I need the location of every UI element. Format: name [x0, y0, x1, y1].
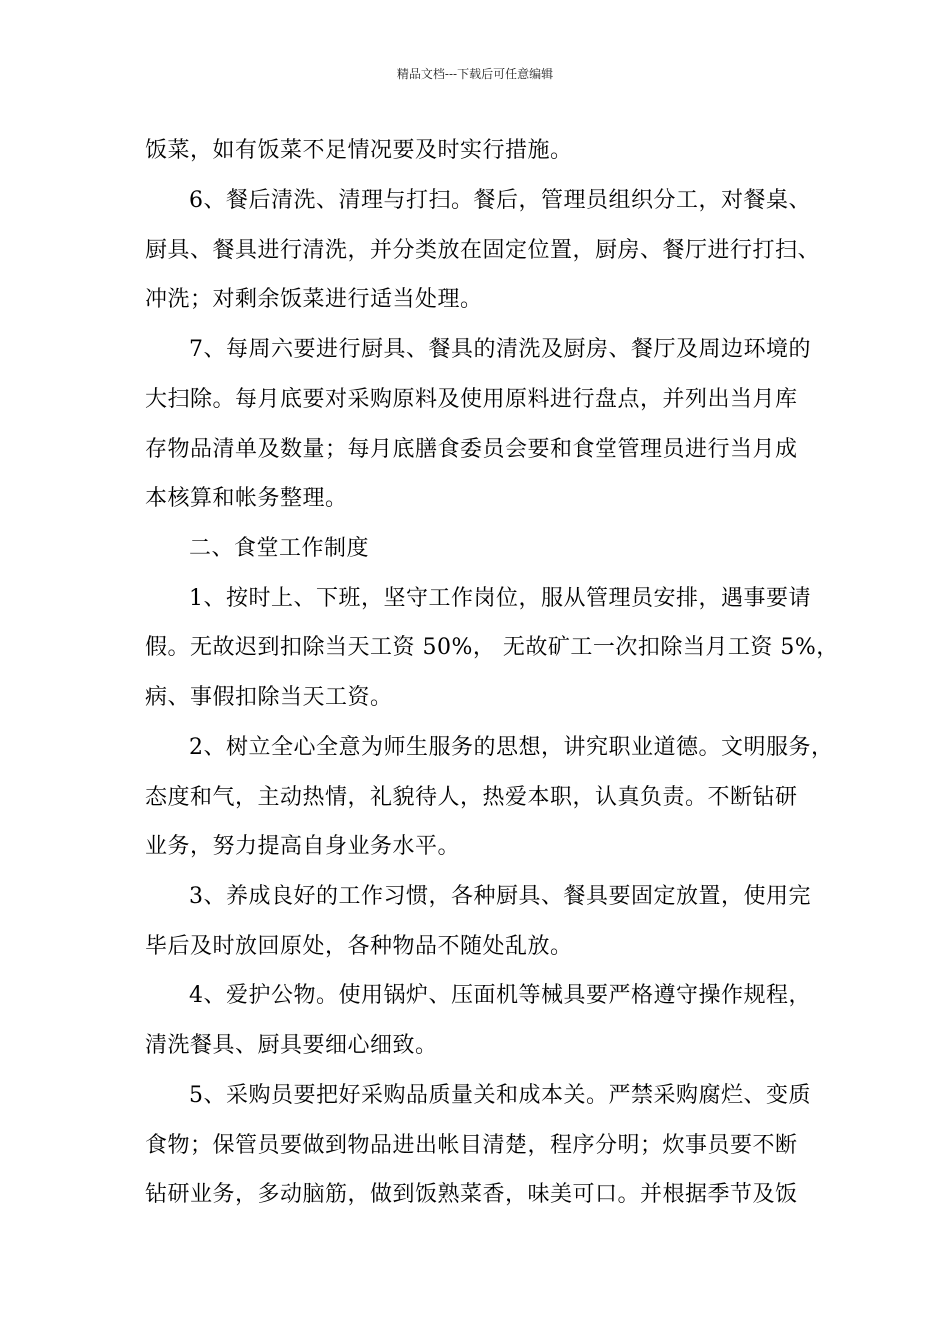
paragraph-line: 1、按时上、下班，坚守工作岗位，服从管理员安排，遇事要请 [189, 586, 811, 611]
page-header: 精品文档---下载后可任意编辑 [396, 67, 554, 81]
body-line: 饭菜，如有饭菜不足情况要及时实行措施。 [145, 138, 573, 163]
paragraph-line: 3、养成良好的工作习惯，各种厨具、餐具要固定放置，使用完 [189, 884, 811, 909]
paragraph-line: 2、树立全心全意为师生服务的思想，讲究职业道德。文明服务， [189, 735, 834, 760]
body-line: 钻研业务，多动脑筋，做到饭熟菜香，味美可口。并根据季节及饭 [145, 1182, 798, 1207]
body-line: 态度和气，主动热情，礼貌待人，热爱本职，认真负责。不断钻研 [145, 785, 798, 810]
body-line: 存物品清单及数量；每月底膳食委员会要和食堂管理员进行当月成 [145, 437, 798, 462]
paragraph-line: 5、采购员要把好采购品质量关和成本关。严禁采购腐烂、变质 [189, 1083, 811, 1108]
body-line: 假。无故迟到扣除当天工资 50%， 无故矿工一次扣除当月工资 5%， [145, 635, 839, 660]
body-line: 病、事假扣除当天工资。 [145, 685, 393, 710]
body-line: 冲洗；对剩余饭菜进行适当处理。 [145, 287, 483, 312]
body-line: 厨具、餐具进行清洗，并分类放在固定位置，厨房、餐厅进行打扫、 [145, 238, 821, 263]
body-line: 食物；保管员要做到物品进出帐目清楚，程序分明；炊事员要不断 [145, 1133, 798, 1158]
paragraph-line: 6、餐后清洗、清理与打扫。餐后，管理员组织分工，对餐桌、 [189, 188, 811, 213]
body-line: 大扫除。每月底要对采购原料及使用原料进行盘点，并列出当月库 [145, 387, 798, 412]
body-line: 清洗餐具、厨具要细心细致。 [145, 1033, 438, 1058]
body-line: 本核算和帐务整理。 [145, 486, 348, 511]
body-line: 业务，努力提高自身业务水平。 [145, 834, 461, 859]
section-heading: 二、食堂工作制度 [189, 536, 370, 561]
body-line: 毕后及时放回原处，各种物品不随处乱放。 [145, 934, 573, 959]
paragraph-line: 7、每周六要进行厨具、餐具的清洗及厨房、餐厅及周边环境的 [189, 337, 811, 362]
paragraph-line: 4、爱护公物。使用锅炉、压面机等械具要严格遵守操作规程， [189, 983, 811, 1008]
